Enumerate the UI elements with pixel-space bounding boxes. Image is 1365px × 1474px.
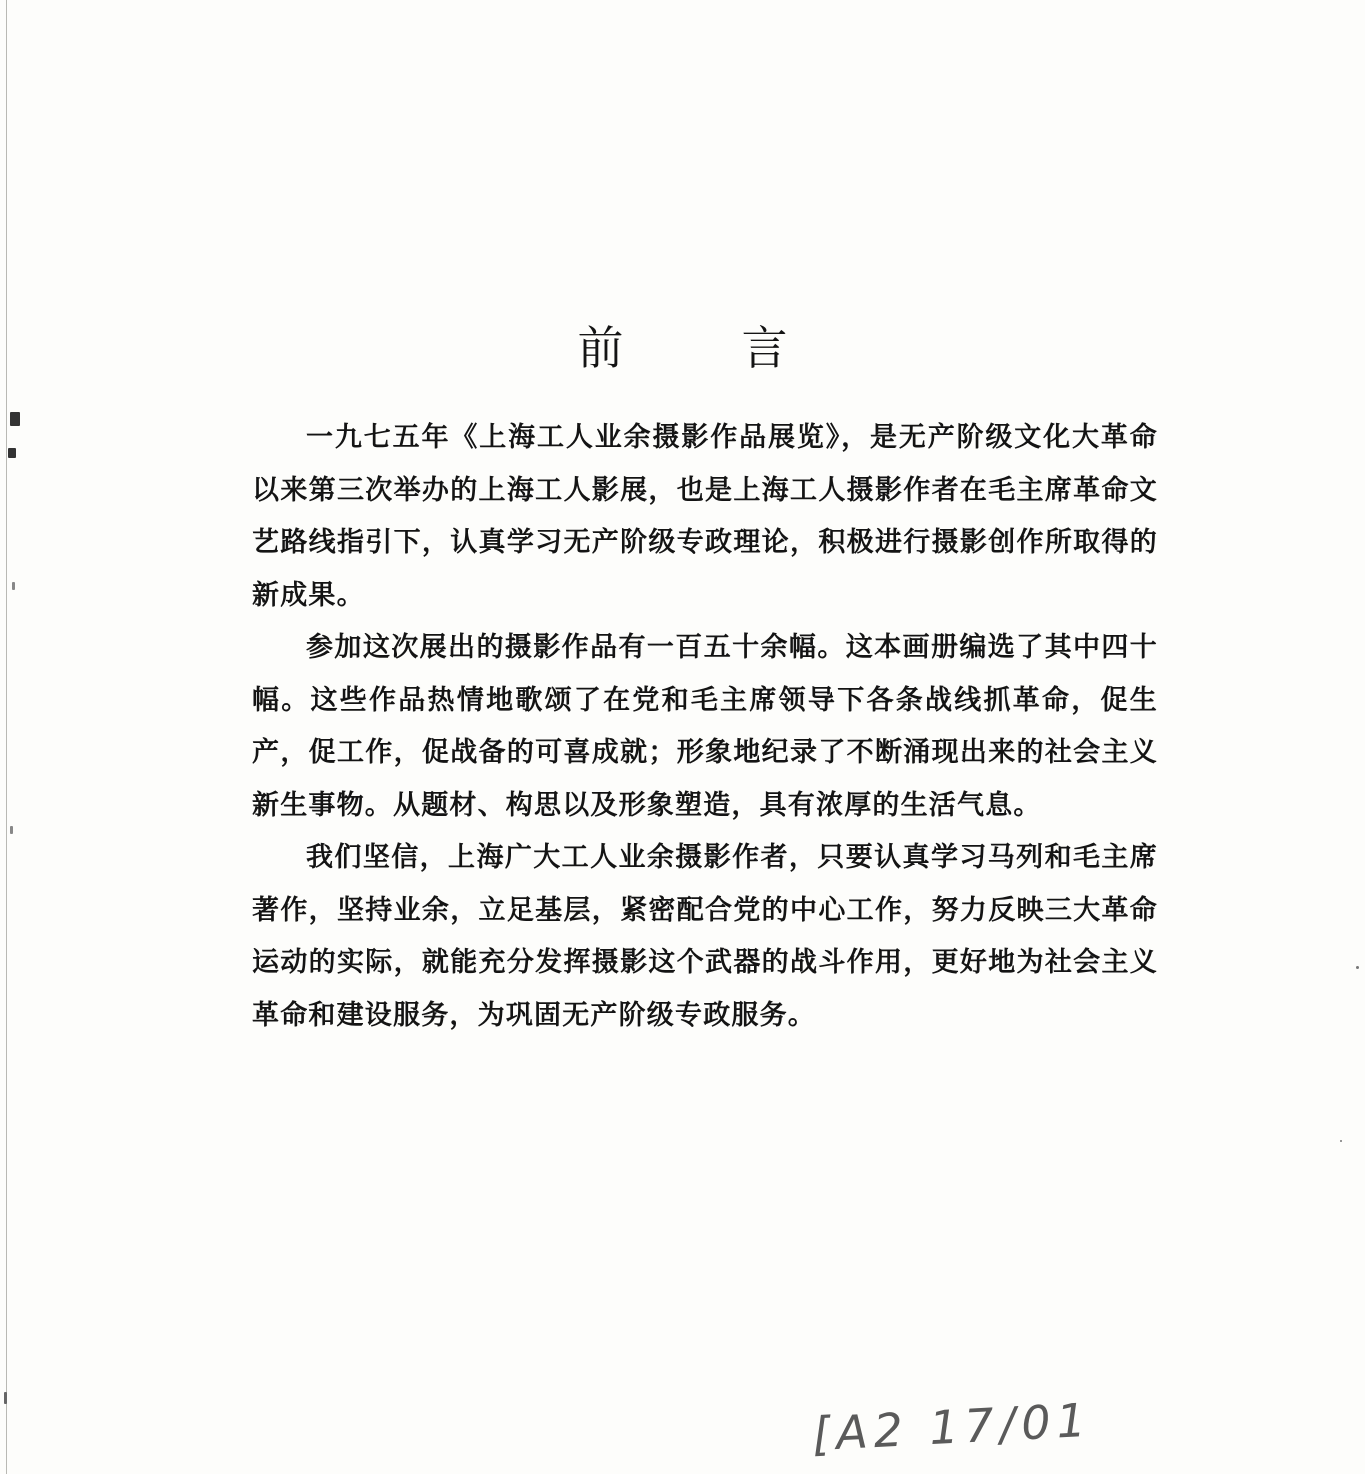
paper-speck (1356, 966, 1359, 969)
binding-mark (8, 448, 16, 458)
binding-mark (10, 412, 20, 426)
page-title (0, 318, 1365, 378)
paragraph: 一九七五年《上海工人业余摄影作品展览》，是无产阶级文化大革命以来第三次举办的上海工人影展，也是上海工人摄影作者在毛主席革命文艺路线指引下，认真学习无产阶级专政理论，积极进行摄影创作所取得的新成果。 (252, 422, 1158, 611)
paragraph: 参加这次展出的摄影作品有一百五十余幅。这本画册编选了其中四十幅。这些作品热情地歌颂了在党和毛主席领导下各条战线抓革命，促生产，促工作，促战备的可喜成就；形象地纪录了不断涌现出来的社会主义新生事物。从题材、构思以及形象塑造，具有浓厚的生活气息。 (252, 632, 1158, 821)
preface-body (252, 412, 1158, 1042)
title-char: 前 (577, 321, 624, 375)
paragraph: 我们坚信，上海广大工人业余摄影作者，只要认真学习马列和毛主席著作，坚持业余，立足基层，紧密配合党的中心工作，努力反映三大革命运动的实际，就能充分发挥摄影这个武器的战斗作用，更好地为社会主义革命和建设服务，为巩固无产阶级专政服务。 (252, 842, 1158, 1031)
binding-mark (12, 582, 15, 590)
binding-mark (4, 1392, 7, 1404)
handwritten-note: [A2 17/01 (810, 1392, 1094, 1462)
binding-mark (10, 826, 13, 834)
paper-speck (1340, 1140, 1342, 1142)
title-char: 言 (741, 321, 788, 375)
binding-edge (6, 0, 7, 1474)
